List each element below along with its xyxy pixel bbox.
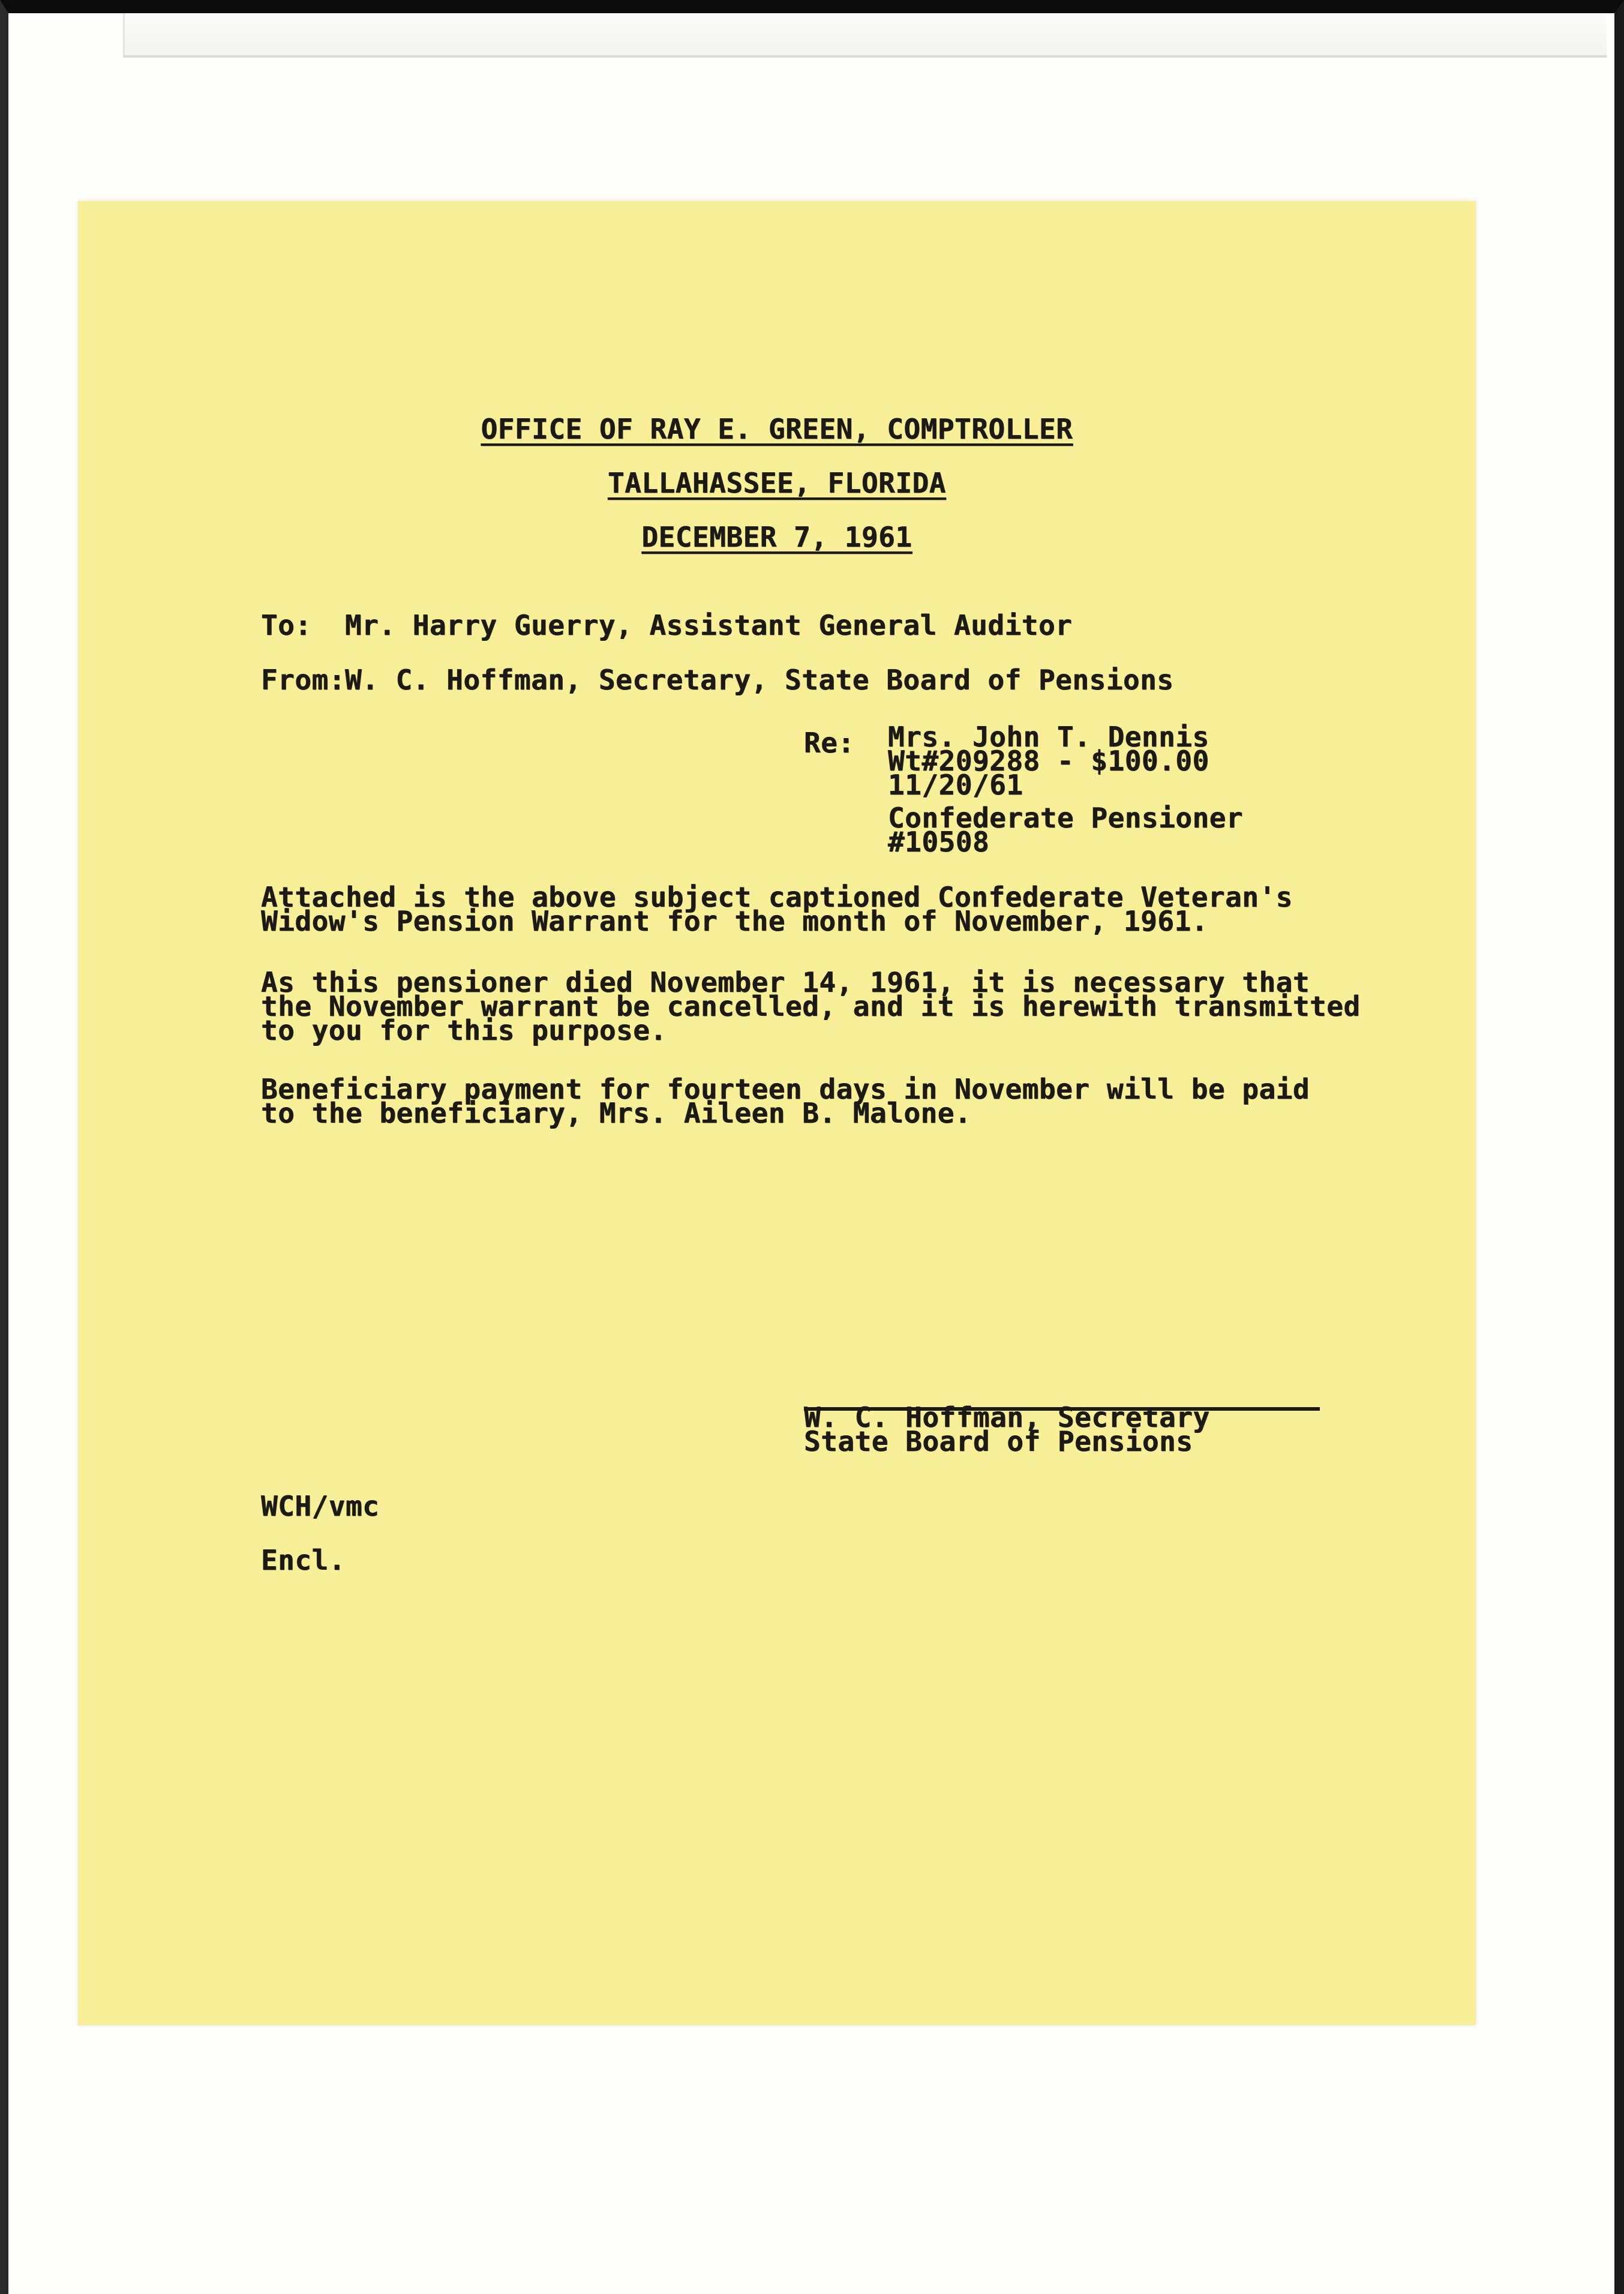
re-line-1: Mrs. John T. Dennis xyxy=(888,721,1209,753)
paragraph-1-line-1: Attached is the above subject captioned Confederate Veteran's xyxy=(261,881,1293,913)
yellow-memo-sheet xyxy=(78,201,1476,2025)
letterhead-city: TALLAHASSEE, FLORIDA xyxy=(608,467,946,499)
paragraph-1-line-2: Widow's Pension Warrant for the month of November, 1961. xyxy=(261,905,1208,937)
from-sender: W. C. Hoffman, Secretary, State Board of Pensions xyxy=(345,664,1174,696)
letterhead-office: OFFICE OF RAY E. GREEN, COMPTROLLER xyxy=(481,413,1073,445)
re-line-3: 11/20/61 xyxy=(888,769,1023,801)
paragraph-3-line-1: Beneficiary payment for fourteen days in November will be paid xyxy=(261,1073,1310,1105)
paragraph-2-line-3: to you for this purpose. xyxy=(261,1014,667,1046)
re-line-4: Confederate Pensioner xyxy=(888,802,1244,834)
paragraph-2-line-2: the November warrant be cancelled, and it is herewith transmitted xyxy=(261,990,1361,1022)
typist-initials: WCH/vmc xyxy=(261,1490,380,1522)
paragraph-3-line-2: to the beneficiary, Mrs. Aileen B. Malone. xyxy=(261,1097,972,1129)
re-line-5: #10508 xyxy=(888,826,990,858)
enclosure-note: Encl. xyxy=(261,1544,346,1576)
paragraph-2-line-1: As this pensioner died November 14, 1961, it is necessary that xyxy=(261,966,1310,998)
signature-org: State Board of Pensions xyxy=(804,1425,1193,1458)
to-label: To: xyxy=(261,609,312,641)
from-label: From: xyxy=(261,664,346,696)
re-line-2: Wt#209288 - $100.00 xyxy=(888,745,1209,777)
to-recipient: Mr. Harry Guerry, Assistant General Auditor xyxy=(345,609,1073,641)
letterhead-date: DECEMBER 7, 1961 xyxy=(641,521,912,553)
page-edge-fold xyxy=(123,13,1607,58)
signature-name: W. C. Hoffman, Secretary xyxy=(804,1401,1210,1434)
re-label: Re: xyxy=(804,727,855,759)
